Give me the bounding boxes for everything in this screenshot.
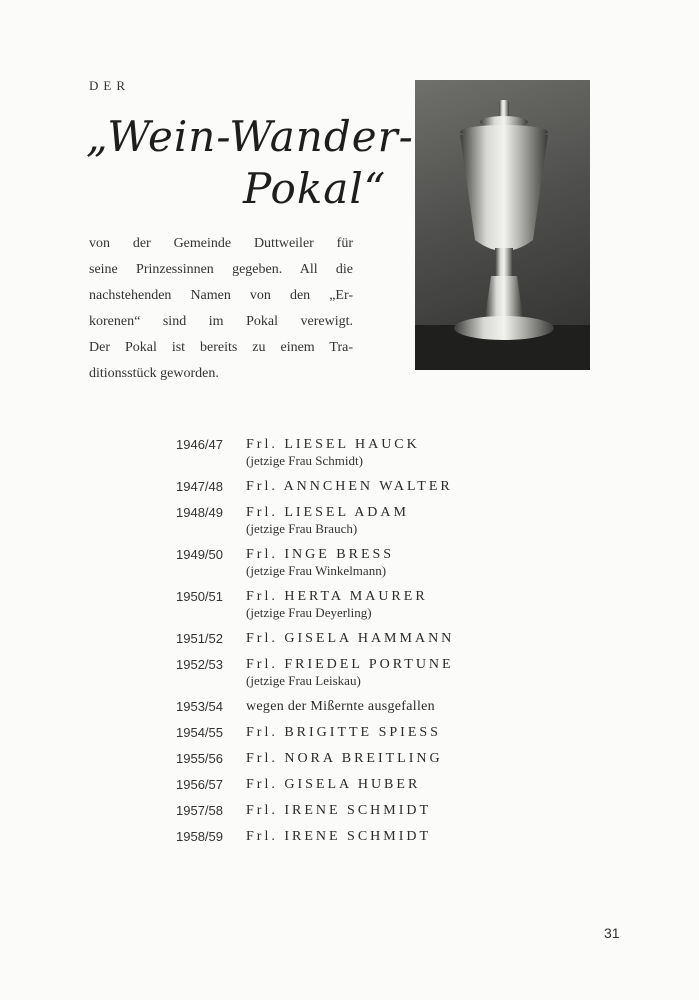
intro-paragraph: [89, 231, 353, 387]
list-item: [176, 776, 516, 793]
trophy-cup-illustration: [415, 80, 590, 370]
list-item: [176, 546, 516, 579]
winner-note: (jetzige Frau Leiskau): [246, 673, 361, 688]
year-label: 1957/58: [176, 803, 223, 818]
intro-line: Der Pokal ist bereits zu einem Tra-: [89, 340, 353, 355]
heading-der: DER: [89, 78, 130, 93]
winner-name: Frl. LIESEL ADAM: [246, 505, 409, 520]
winner-note: (jetzige Frau Deyerling): [246, 605, 372, 620]
year-label: 1949/50: [176, 547, 223, 562]
winner-name: Frl. NORA BREITLING: [246, 751, 443, 766]
intro-line: korenen“ sind im Pokal verewigt.: [89, 314, 353, 329]
cup-stem: [495, 248, 513, 276]
year-label: 1952/53: [176, 657, 223, 672]
winner-name: Frl. FRIEDEL PORTUNE: [246, 657, 454, 672]
list-item: [176, 698, 516, 715]
winner-name: Frl. GISELA HAMMANN: [246, 631, 455, 646]
cup-base: [454, 316, 554, 340]
year-label: 1955/56: [176, 751, 223, 766]
winner-name: Frl. LIESEL HAUCK: [246, 437, 420, 452]
list-item: [176, 478, 516, 495]
year-label: 1948/49: [176, 505, 223, 520]
lid-knob: [499, 100, 509, 118]
year-label: 1958/59: [176, 829, 223, 844]
winner-note: (jetzige Frau Winkelmann): [246, 563, 387, 578]
winner-note: (jetzige Frau Schmidt): [246, 453, 363, 468]
list-item: [176, 436, 516, 469]
page-number: 31: [604, 925, 620, 941]
year-label: 1953/54: [176, 699, 223, 714]
year-label: 1951/52: [176, 631, 223, 646]
list-item: [176, 630, 516, 647]
winner-name: Frl. GISELA HUBER: [246, 777, 421, 792]
list-item: [176, 656, 516, 689]
title-line-2: Pokal“: [243, 164, 387, 213]
year-label: 1946/47: [176, 437, 223, 452]
intro-line: ditionsstück geworden.: [89, 366, 219, 381]
intro-line: von der Gemeinde Duttweiler für: [89, 236, 353, 251]
title-line-1: „Wein-Wander-: [86, 112, 414, 161]
year-label: 1954/55: [176, 725, 223, 740]
winner-name: Frl. IRENE SCHMIDT: [246, 803, 432, 818]
year-label: 1950/51: [176, 589, 223, 604]
list-item: [176, 724, 516, 741]
winner-name: Frl. ANNCHEN WALTER: [246, 479, 453, 494]
list-item: [176, 802, 516, 819]
list-item: [176, 588, 516, 621]
winners-list: [176, 436, 516, 854]
list-item: [176, 504, 516, 537]
intro-line: seine Prinzessinnen gegeben. All die: [89, 262, 353, 277]
year-label: 1947/48: [176, 479, 223, 494]
trophy-photo: [415, 80, 590, 370]
cup-bowl: [460, 135, 548, 251]
winner-name: Frl. INGE BRESS: [246, 547, 395, 562]
intro-line: nachstehenden Namen von den „Er-: [89, 288, 353, 303]
winner-name: Frl. BRIGITTE SPIESS: [246, 725, 441, 740]
year-label: 1956/57: [176, 777, 223, 792]
winner-name: wegen der Mißernte ausgefallen: [246, 699, 435, 714]
list-item: [176, 750, 516, 767]
list-item: [176, 828, 516, 845]
cup-foot: [485, 276, 523, 318]
winner-name: Frl. HERTA MAURER: [246, 589, 428, 604]
winner-name: Frl. IRENE SCHMIDT: [246, 829, 432, 844]
winner-note: (jetzige Frau Brauch): [246, 521, 358, 536]
